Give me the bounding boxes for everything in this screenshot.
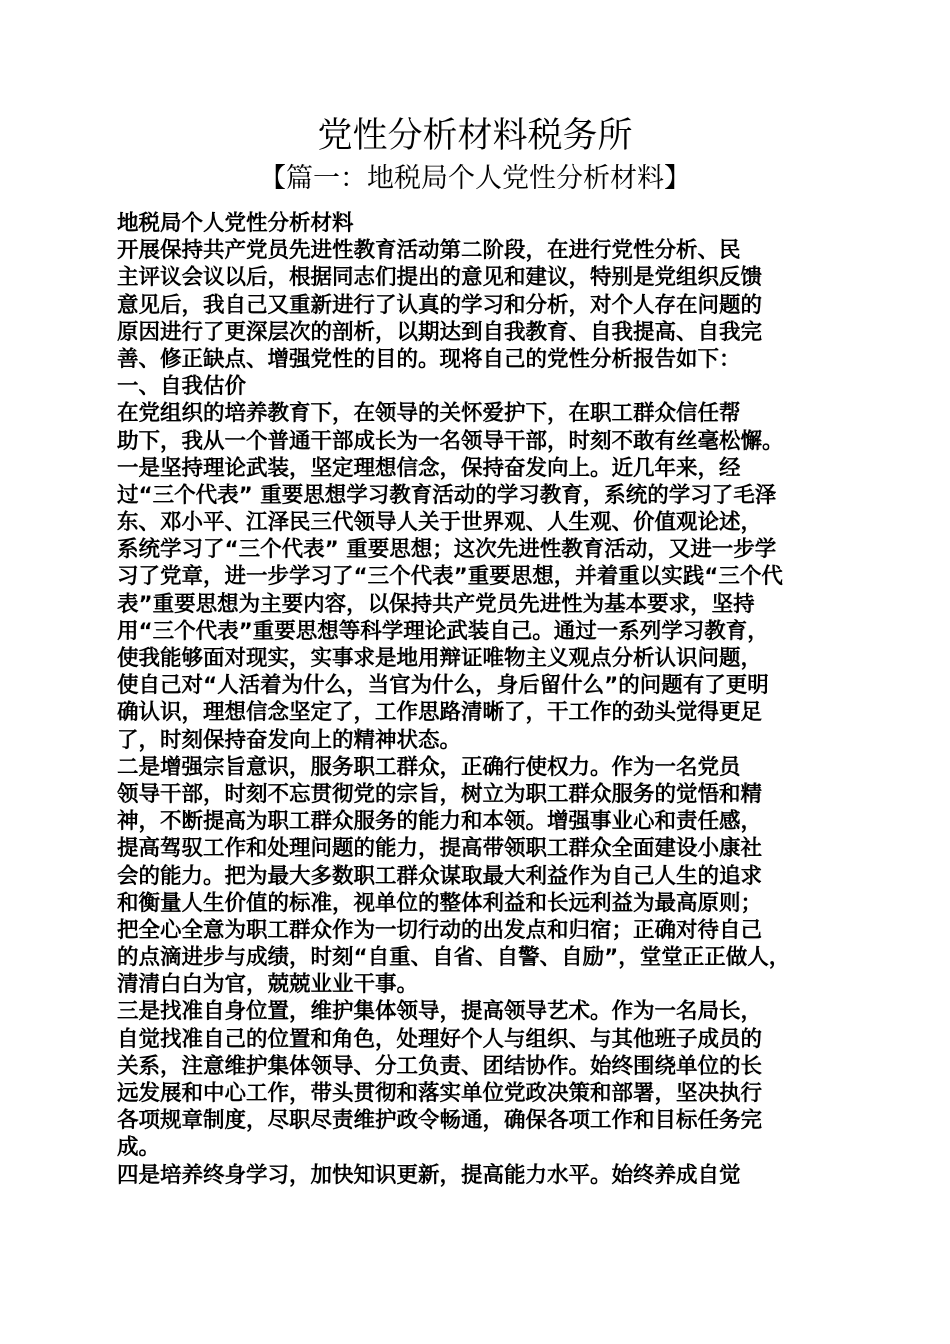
text-line: 系统学习了“三个代表” 重要思想；这次先进性教育活动，又进一步学 (117, 537, 777, 563)
text-line: 关系，注意维护集体领导、分工负责、团结协作。始终围绕单位的长 (117, 1053, 763, 1079)
text-line: 会的能力。把为最大多数职工群众谋取最大利益作为自己人生的追求 (117, 863, 763, 889)
text-line: 习了党章，进一步学习了“三个代表”重要思想，并着重以实践“三个代 (117, 564, 783, 590)
text-line: 和衡量人生价值的标准，视单位的整体利益和长远利益为最高原则； (117, 890, 763, 916)
text-line: 意见后，我自己又重新进行了认真的学习和分析，对个人存在问题的 (117, 292, 763, 318)
text-line: 自觉找准自己的位置和角色，处理好个人与组织、与其他班子成员的 (117, 1026, 763, 1052)
text-line: 确认识，理想信念坚定了，工作思路清晰了，干工作的劲头觉得更足 (117, 700, 763, 726)
text-line: 领导干部，时刻不忘贯彻党的宗旨，树立为职工群众服务的觉悟和精 (117, 781, 763, 807)
text-line: 使自己对“人活着为什么，当官为什么，身后留什么”的问题有了更明 (117, 673, 769, 699)
text-line: 三是找准自身位置，维护集体领导，提高领导艺术。作为一名局长， (117, 999, 763, 1025)
text-line: 清清白白为官，兢兢业业干事。 (117, 972, 419, 998)
text-line: 四是培养终身学习，加快知识更新，提高能力水平。始终养成自觉 (117, 1162, 741, 1188)
document-title: 党性分析材料税务所 (317, 116, 633, 156)
text-line: 助下，我从一个普通干部成长为一名领导干部，时刻不敢有丝毫松懈。 (117, 428, 784, 454)
text-line: 二是增强宗旨意识，服务职工群众，正确行使权力。作为一名党员 (117, 754, 741, 780)
text-line: 神，不断提高为职工群众服务的能力和本领。增强事业心和责任感， (117, 809, 763, 835)
document-subtitle: 【篇一：地税局个人党性分析材料】 (259, 163, 691, 194)
document-body (117, 210, 852, 1189)
text-line: 在党组织的培养教育下，在领导的关怀爱护下，在职工群众信任帮 (117, 401, 741, 427)
text-line: 提高驾驭工作和处理问题的能力，提高带领职工群众全面建设小康社 (117, 836, 763, 862)
text-line: 把全心全意为职工群众作为一切行动的出发点和归宿；正确对待自己 (117, 917, 763, 943)
text-line: 一是坚持理论武装，坚定理想信念，保持奋发向上。近几年来，经 (117, 455, 741, 481)
text-line: 原因进行了更深层次的剖析，以期达到自我教育、自我提高、自我完 (117, 319, 763, 345)
text-line: 表”重要思想为主要内容，以保持共产党员先进性为基本要求，坚持 (117, 591, 755, 617)
text-line: 了，时刻保持奋发向上的精神状态。 (117, 727, 462, 753)
text-line: 过“三个代表” 重要思想学习教育活动的学习教育，系统的学习了毛泽 (117, 482, 777, 508)
text-line: 东、邓小平、江泽民三代领导人关于世界观、人生观、价值观论述， (117, 510, 763, 536)
text-line: 使我能够面对现实，实事求是地用辩证唯物主义观点分析认识问题， (117, 646, 763, 671)
text-line: 开展保持共产党员先进性教育活动第二阶段，在进行党性分析、民 (117, 238, 741, 264)
text-line: 主评议会议以后，根据同志们提出的意见和建议，特别是党组织反馈 (117, 265, 763, 291)
text-line: 各项规章制度，尽职尽责维护政令畅通，确保各项工作和目标任务完 (117, 1108, 763, 1134)
text-line: 成。 (117, 1135, 161, 1161)
text-line: 一、自我估价 (117, 374, 247, 400)
text-line: 用“三个代表”重要思想等科学理论武装自己。通过一系列学习教育， (117, 618, 769, 644)
text-line: 远发展和中心工作，带头贯彻和落实单位党政决策和部署，坚决执行 (117, 1081, 763, 1106)
text-line: 地税局个人党性分析材料 (117, 211, 354, 236)
text-line: 善、修正缺点、增强党性的目的。现将自己的党性分析报告如下： (117, 346, 741, 372)
text-line: 的点滴进步与成绩，时刻“自重、自省、自警、自励”，堂堂正正做人， (117, 945, 791, 971)
